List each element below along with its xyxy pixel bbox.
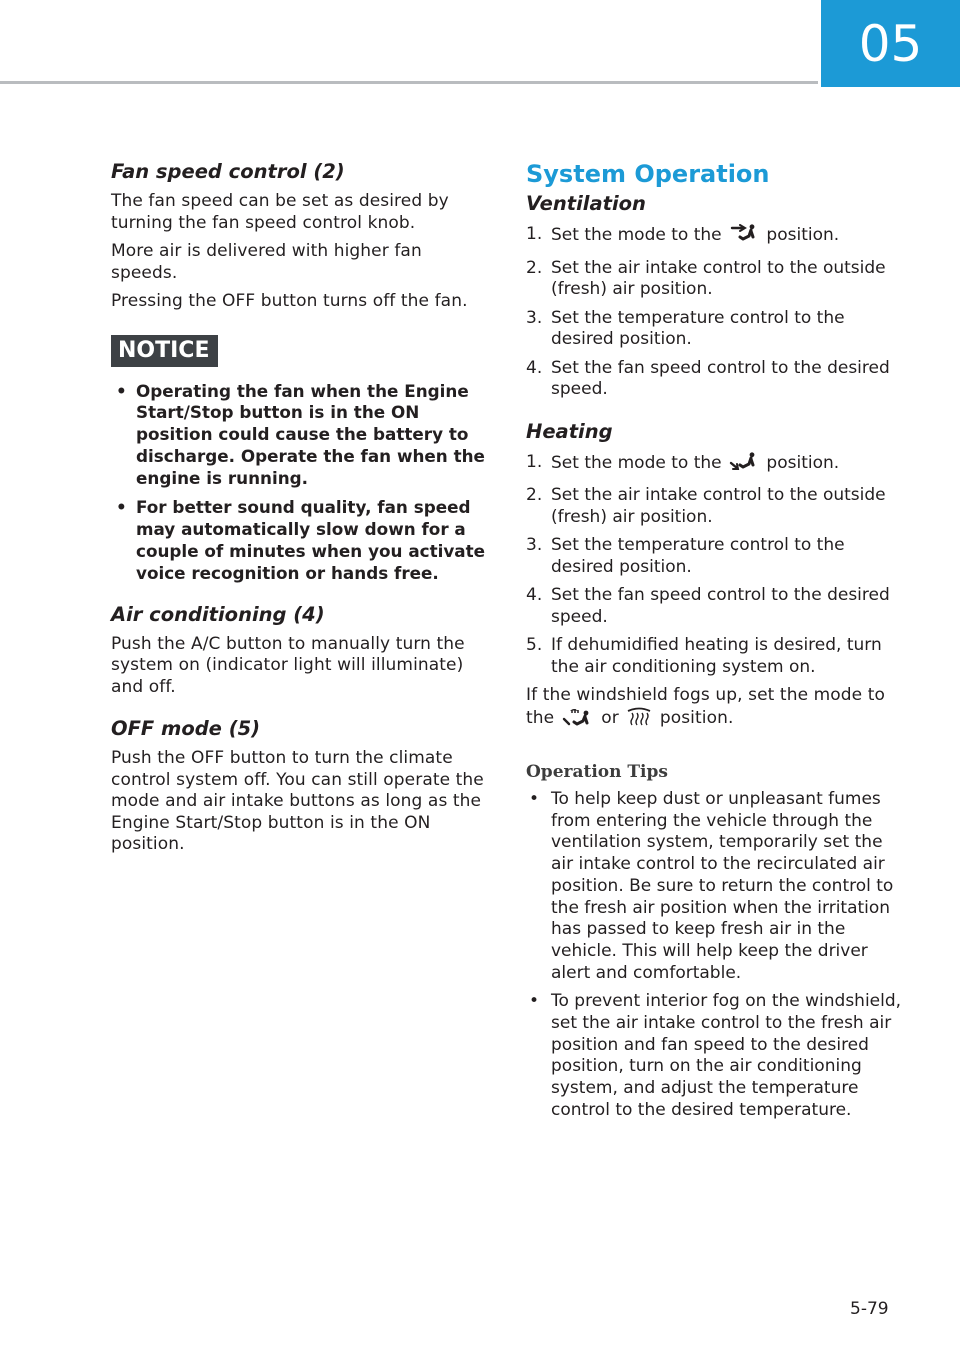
step-number: 4. (526, 585, 543, 605)
notice-item: • Operating the fan when the Engine Start/Stop button is in the ON position could cause the battery to discharge. Operate the fan when the engine is running. (111, 381, 491, 490)
notice-label: NOTICE (111, 335, 218, 367)
step-text: Set the air intake control to the outside (fresh) air position. (551, 257, 886, 299)
step-item (526, 224, 906, 251)
defog-text: or (595, 707, 625, 728)
step-text: position. (761, 452, 840, 473)
step-text: Set the temperature control to the desired position. (551, 307, 845, 349)
notice-list (111, 381, 491, 585)
right-column (526, 158, 906, 1129)
notice-item: • For better sound quality, fan speed may automatically slow down for a couple of minutes when you activate voice recognition or hands free. (111, 497, 491, 584)
step-number: 4. (526, 357, 543, 378)
floor-defrost-mode-icon (562, 707, 594, 734)
step-item (526, 585, 906, 628)
defog-text: If the windshield fogs up, set the mode to the (526, 685, 886, 728)
step-text: Set the mode to the (551, 225, 728, 245)
floor-mode-icon (729, 452, 759, 479)
step-number: 3. (526, 307, 543, 328)
air-conditioning-heading: Air conditioning (4) (111, 602, 325, 626)
section-title: System Operation (526, 160, 770, 188)
step-number: 1. (526, 224, 543, 244)
face-vent-mode-icon (729, 224, 759, 251)
tip-item: • To help keep dust or unpleasant fumes from entering the vehicle through the ventilation system, temporarily set the air intake control to the recirculated air position. Be sure to return the control to the fresh air position when the irritation has passed to keep fresh air in the vehicle. This will help keep the driver alert and comfortable. (526, 789, 906, 984)
step-number: 2. (526, 257, 543, 278)
step-number: 1. (526, 451, 543, 472)
step-item (526, 535, 906, 578)
step-item (526, 485, 906, 528)
step-item (526, 308, 906, 351)
defog-text: position. (654, 707, 734, 728)
step-text: position. (761, 225, 840, 245)
step-item (526, 452, 906, 479)
header-rule (0, 81, 818, 84)
fan-speed-paragraph-2: More air is delivered with higher fan speeds. (111, 241, 422, 283)
page-number: 5-79 (850, 1299, 889, 1319)
ventilation-heading: Ventilation (526, 192, 646, 215)
off-mode-paragraph: Push the OFF button to turn the climate control system off. You can still operate the mode and air intake buttons as long as the Engine Start/Stop button is in the ON position. (111, 748, 484, 855)
defog-paragraph (526, 685, 906, 733)
step-text: Set the fan speed control to the desired speed. (551, 585, 890, 627)
step-text: Set the mode to the (551, 452, 728, 473)
heating-steps (526, 452, 906, 679)
step-item (526, 358, 906, 401)
step-text: If dehumidified heating is desired, turn the air conditioning system on. (551, 635, 882, 677)
operation-tips-list (526, 789, 906, 1122)
step-number: 3. (526, 535, 543, 555)
step-text: Set the fan speed control to the desired speed. (551, 357, 890, 399)
off-mode-heading: OFF mode (5) (111, 717, 261, 741)
fan-speed-paragraph-3: Pressing the OFF button turns off the fan. (111, 291, 468, 311)
step-item (526, 258, 906, 301)
tip-item: • To prevent interior fog on the windshield, set the air intake control to the fresh air position and fan speed to the desired position, turn on the air conditioning system, and adjust the temperature control to the desired temperature. (526, 991, 906, 1121)
chapter-tab (821, 0, 960, 87)
air-conditioning-paragraph: Push the A/C button to manually turn the system on (indicator light will illuminate) and off. (111, 633, 465, 697)
operation-tips-heading: Operation Tips (526, 762, 668, 782)
left-column (111, 158, 491, 856)
ventilation-steps (526, 224, 906, 401)
chapter-number: 05 (858, 15, 923, 73)
defrost-mode-icon (626, 707, 652, 734)
step-number: 2. (526, 485, 543, 505)
step-number: 5. (526, 635, 543, 655)
step-item (526, 635, 906, 678)
fan-speed-heading: Fan speed control (2) (111, 160, 345, 183)
step-text: Set the temperature control to the desired position. (551, 535, 845, 577)
heating-heading: Heating (526, 419, 613, 443)
fan-speed-paragraph-1: The fan speed can be set as desired by turning the fan speed control knob. (111, 191, 449, 233)
step-text: Set the air intake control to the outside (fresh) air position. (551, 485, 886, 527)
